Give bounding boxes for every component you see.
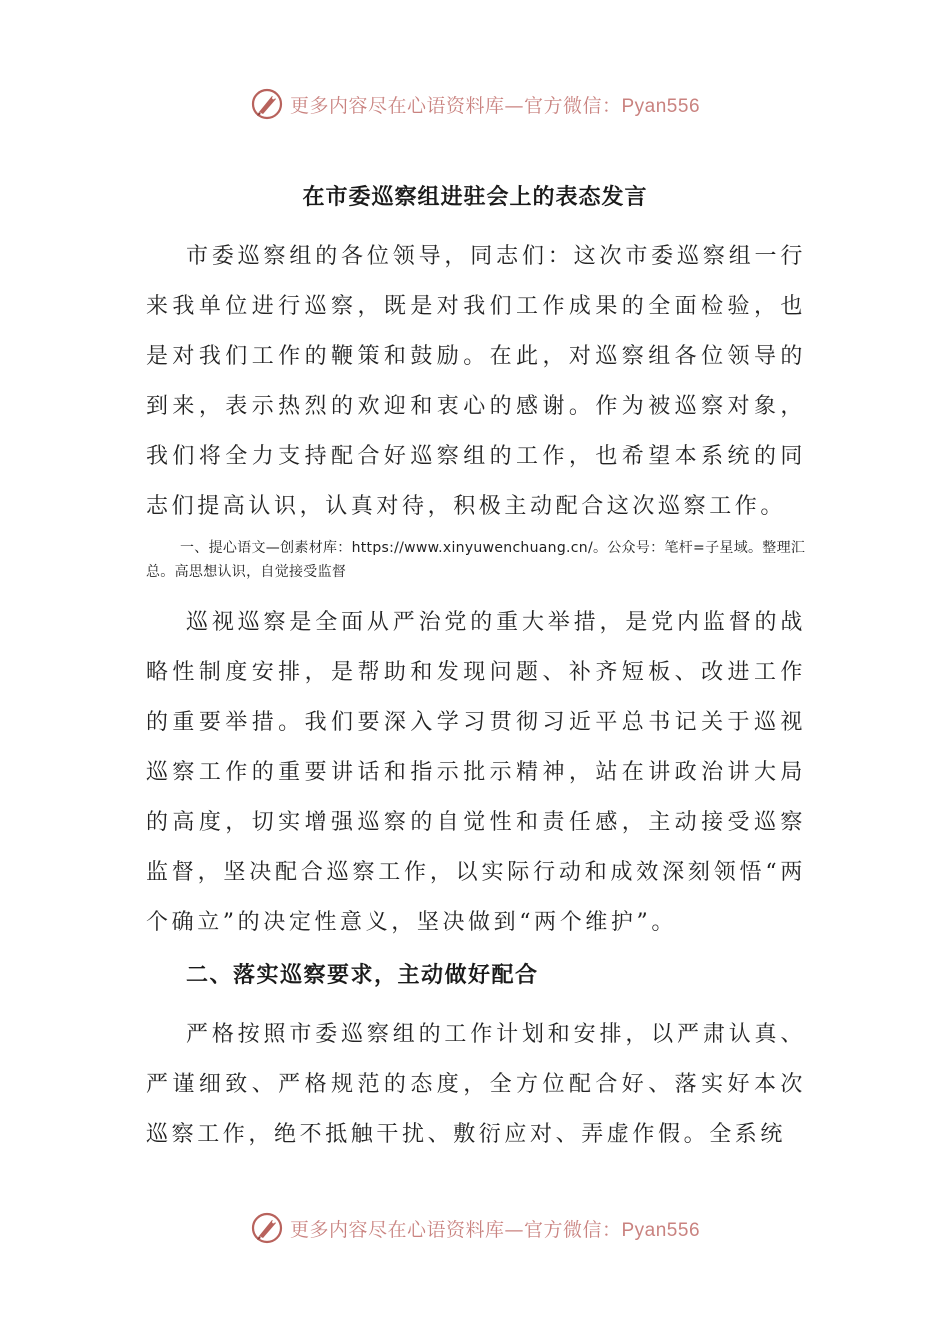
banner-account: Pyan556 <box>621 1219 701 1241</box>
banner-account: Pyan556 <box>621 95 701 117</box>
pen-logo-icon <box>250 1211 284 1245</box>
banner-text: 更多内容尽在心语资料库—官方微信：Pyan556 <box>289 94 701 117</box>
section2-paragraph: 严格按照市委巡察组的工作计划和安排，以严肃认真、严谨细致、严格规范的态度，全方位配合好、落实好本次巡察工作，绝不抵触干扰、敷衍应对、弄虚作假。全系统 <box>146 1022 806 1147</box>
document-title: 在市委巡察组进驻会上的表态发言 <box>302 185 648 210</box>
watermark-banner-top <box>0 84 950 124</box>
section1-heading: 一、提心语文—创素材库：https://www.xinyuwenchuang.cn/。公众号：笔杆=子星域。整理汇总。高思想认识，自觉接受监督 <box>146 540 806 580</box>
watermark-banner-bottom <box>0 1208 950 1248</box>
banner-text: 更多内容尽在心语资料库—官方微信：Pyan556 <box>289 1218 701 1241</box>
section2-heading: 二、落实巡察要求，主动做好配合 <box>186 963 539 988</box>
section1-paragraph: 巡视巡察是全面从严治党的重大举措，是党内监督的战略性制度安排，是帮助和发现问题、补齐短板、改进工作的重要举措。我们要深入学习贯彻习近平总书记关于巡视巡察工作的重要讲话和指示批示精神，站在讲政治讲大局的高度，切实增强巡察的自觉性和责任感，主动接受巡察监督，坚决配合巡察工作，以实际行动和成效深刻领悟“两个确立”的决定性意义，坚决做到“两个维护”。 <box>146 610 806 935</box>
pen-logo-icon <box>250 87 284 121</box>
intro-paragraph: 市委巡察组的各位领导，同志们：这次市委巡察组一行来我单位进行巡察，既是对我们工作成果的全面检验，也是对我们工作的鞭策和鼓励。在此，对巡察组各位领导的到来，表示热烈的欢迎和衷心的感谢。作为被巡察对象，我们将全力支持配合好巡察组的工作，也希望本系统的同志们提高认识，认真对待，积极主动配合这次巡察工作。 <box>146 244 806 519</box>
